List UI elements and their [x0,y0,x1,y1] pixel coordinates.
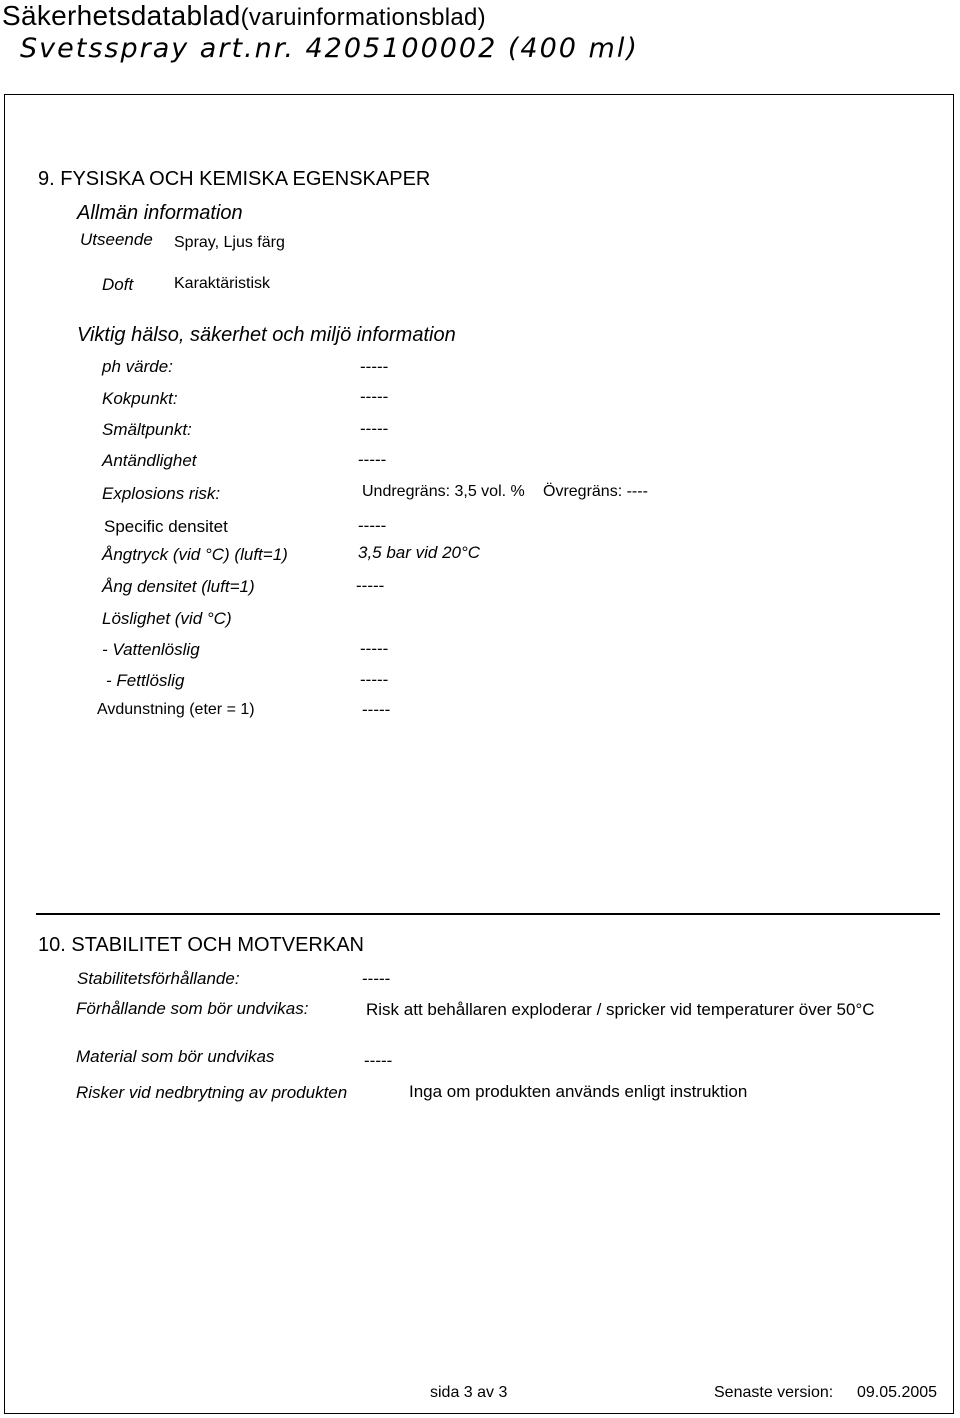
health-heading: Viktig hälso, säkerhet och miljö information [77,324,456,346]
section-divider [36,913,940,915]
ph-value: ----- [360,357,389,376]
document-title-main: Säkerhetsdatablad [2,0,241,31]
materials-to-avoid-value: ----- [364,1051,393,1070]
ph-label: ph värde: [102,357,173,376]
evaporation-label: Avdunstning (eter = 1) [97,701,255,718]
appearance-label: Utseende [80,230,153,249]
fat-soluble-label: - Fettlöslig [106,671,185,690]
boiling-point-value: ----- [360,387,389,406]
document-subtitle: Svetsspray art.nr. 4205100002 (400 ml) [20,33,639,64]
content-frame [4,94,954,1414]
evaporation-value: ----- [362,700,391,719]
vapor-density-label: Ång densitet (luft=1) [102,577,255,596]
version-date: 09.05.2005 [857,1384,938,1401]
specific-density-label: Specific densitet [104,517,228,536]
section-10-heading: 10. STABILITET OCH MOTVERKAN [38,934,364,956]
page-number: sida 3 av 3 [430,1384,508,1401]
boiling-point-label: Kokpunkt: [102,389,178,408]
general-info-heading: Allmän information [77,202,243,224]
document-title [2,0,486,32]
stability-label: Stabilitetsförhållande: [77,969,240,988]
explosion-lower-limit: Undregräns: 3,5 vol. % [362,483,525,500]
vapor-pressure-value: 3,5 bar vid 20°C [358,543,481,562]
water-soluble-value: ----- [360,639,389,658]
conditions-to-avoid-label: Förhållande som bör undvikas: [76,999,309,1018]
document-title-paren: (varuinformationsblad) [240,4,486,31]
explosion-risk-label: Explosions risk: [102,484,221,503]
vapor-density-value: ----- [356,576,385,595]
flammability-label: Antändlighet [102,451,197,470]
appearance-value: Spray, Ljus färg [174,234,285,251]
decomposition-risk-label: Risker vid nedbrytning av produkten [76,1083,348,1102]
decomposition-risk-value: Inga om produkten används enligt instruktion [409,1082,748,1101]
stability-value: ----- [362,969,391,988]
water-soluble-label: - Vattenlöslig [102,640,200,659]
fat-soluble-value: ----- [360,670,389,689]
flammability-value: ----- [358,450,387,469]
explosion-upper-limit: Övregräns: ---- [543,483,648,500]
specific-density-value: ----- [358,516,387,535]
odor-label: Doft [102,275,134,294]
vapor-pressure-label: Ångtryck (vid °C) (luft=1) [102,545,288,564]
melting-point-value: ----- [360,419,389,438]
melting-point-label: Smältpunkt: [102,420,192,439]
version-label: Senaste version: [714,1384,834,1401]
solubility-label: Löslighet (vid °C) [102,609,232,628]
odor-value: Karaktäristisk [174,275,271,292]
materials-to-avoid-label: Material som bör undvikas [76,1047,275,1066]
section-9-heading: 9. FYSISKA OCH KEMISKA EGENSKAPER [38,168,431,190]
conditions-to-avoid-value: Risk att behållaren exploderar / spricker vid temperaturer över 50°C [366,1000,875,1019]
